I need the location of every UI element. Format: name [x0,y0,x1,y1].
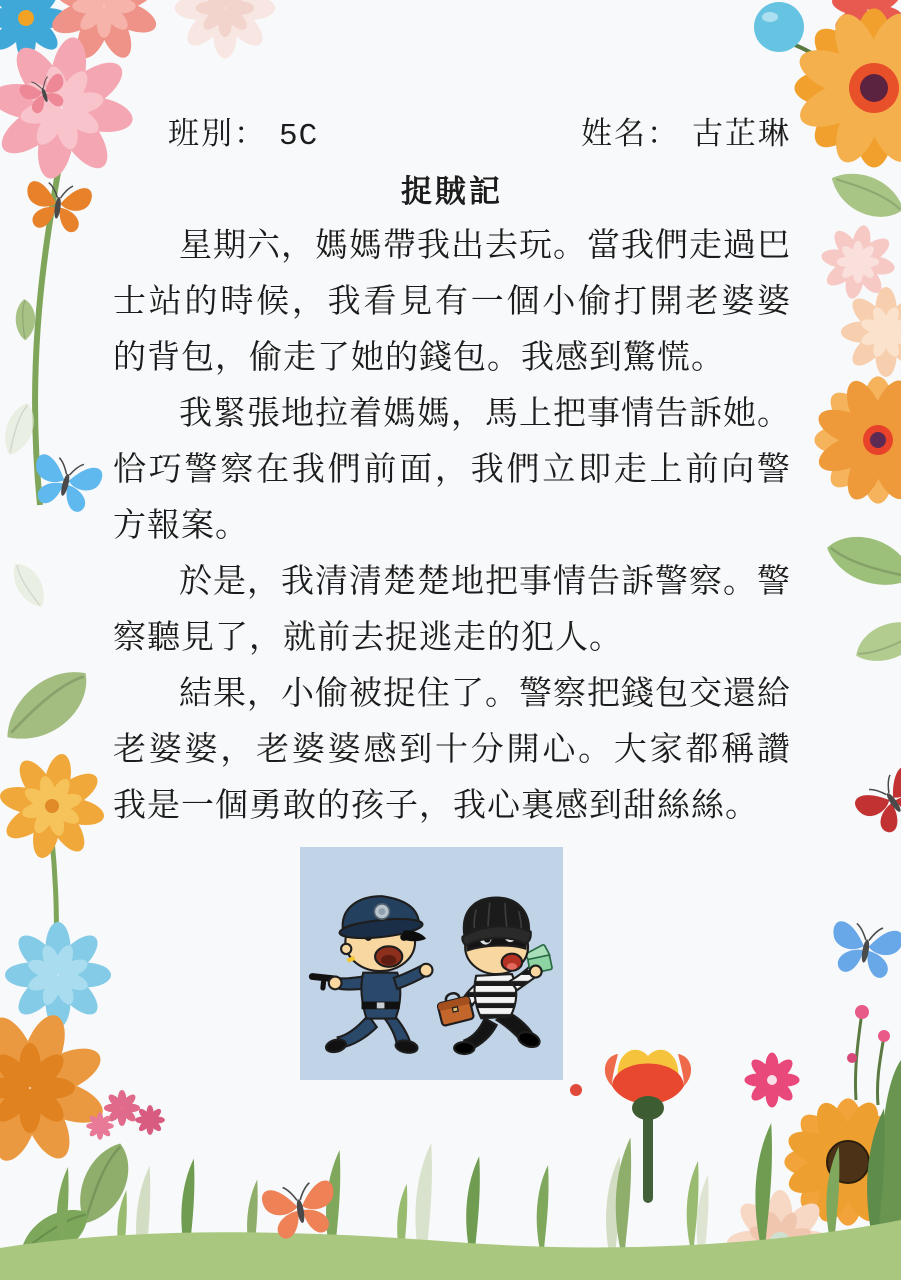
orange-daisy-icon [795,357,901,523]
class-value: 5C [279,119,319,154]
class-label: 班別： [168,116,267,151]
name-value: 古芷琳 [692,116,791,151]
red-butterfly-icon [852,763,901,841]
thief-icon [436,898,553,1054]
class-field [168,108,318,154]
essay-paragraph: 於是，我清清楚楚地把事情告訴警察。警察聽見了，就前去捉逃走的犯人。 [113,564,791,656]
pink-wildflower-icon [104,1090,140,1126]
essay-paragraph: 我緊張地拉着媽媽，馬上把事情告訴她。恰巧警察在我們前面，我們立即走上前向警方報案。 [113,396,791,544]
essay-paragraph: 結果，小偷被捉住了。警察把錢包交還給老婆婆，老婆婆感到十分開心。大家都稱讚我是一個勇敢的孩子，我心裏感到甜絲絲。 [113,676,791,824]
pink-bud-icon [855,1005,869,1019]
blue-flower-center [18,10,34,26]
blueberry-icon [754,2,804,52]
left-edge-decorations [0,399,115,975]
green-leaf-icon [825,157,901,232]
name-field [581,108,791,153]
red-bud-icon [570,1084,582,1096]
blue-butterfly-icon [827,920,901,981]
police-chasing-thief-illustration [300,847,563,1080]
essay-title: 捉賊記 [401,174,503,209]
essay-paragraph: 星期六，媽媽帶我出去玩。當我們走過巴士站的時候，我看見有一個小偷打開老婆婆的背包，偷走了她的錢包。我感到驚慌。 [113,228,791,376]
document-header [113,108,791,154]
blue-hydrangea-icon [5,922,111,1028]
police-officer-icon [309,896,433,1054]
name-label: 姓名： [581,116,680,151]
green-leaf-icon [0,662,102,752]
essay-body [113,218,791,834]
